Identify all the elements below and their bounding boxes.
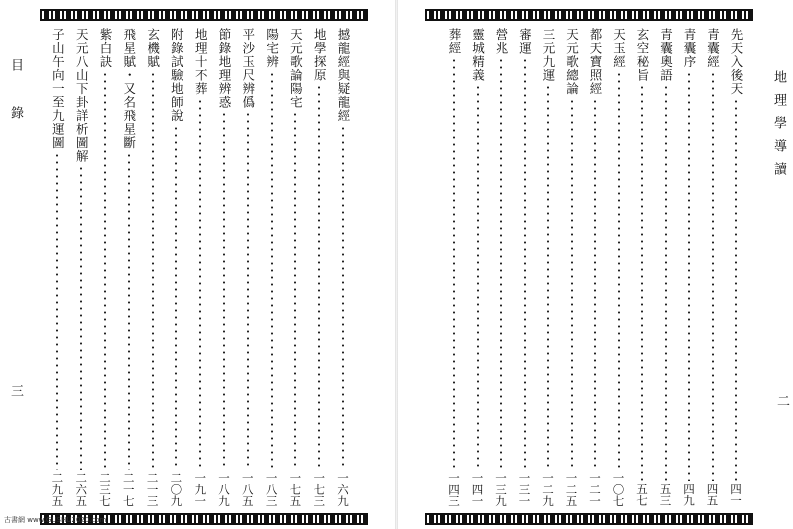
entry-page-number: 一〇七 [611,471,626,506]
leader-dots [547,84,549,470]
side-label: 地理學導讀 [771,70,786,185]
toc-entry [633,28,651,506]
leader-dots [342,125,344,470]
toc-entry [48,28,66,506]
leader-dots [223,111,225,470]
entry-title: 節錄地理辨惑 [217,28,232,109]
entry-page-number: 四九 [682,483,696,506]
entry-page-number: 一二五 [564,471,579,506]
entry-title: 三元九運 [541,28,556,82]
leader-dots [665,84,667,481]
leader-dots [712,71,714,482]
toc-entry [263,28,281,506]
leader-dots [80,165,82,470]
entry-title: 飛星賦・又名飛星斷 [121,28,137,150]
entry-title: 地理十不葬 [193,28,209,96]
entry-title: 平沙玉尺辨僞 [240,28,256,109]
entry-title: 天元歌論陽宅 [288,28,304,109]
entry-title: 天玉經 [611,28,627,69]
entry-title: 子山午向一至九運圖 [50,28,66,150]
entry-title: 靈城精義 [470,28,486,82]
toc-entry [469,28,487,506]
left-page [0,0,396,529]
entry-page-number: 一六九 [336,471,350,506]
entry-title: 葬經 [447,28,462,55]
toc-entry [310,28,328,506]
leader-dots [500,57,502,470]
leader-dots [271,71,273,470]
entry-page-number: 一四三 [447,471,461,506]
leader-dots [735,98,737,482]
toc-entry [727,28,745,506]
watermark: 古書網 www.GUSHU2020.com [4,516,107,524]
toc-entry [492,28,510,506]
entry-page-number: 一二九 [541,471,555,506]
leader-dots [152,71,154,470]
leader-dots [594,98,596,470]
toc-entry [191,28,209,506]
bottom-border [425,513,753,525]
entry-page-number: 四一 [729,483,743,506]
toc-entry [215,28,233,506]
entry-page-number: 一七五 [288,471,303,506]
leader-dots [56,152,58,470]
entry-title: 地學探原 [312,28,328,82]
entry-title: 青囊經 [705,28,721,69]
toc-entry [445,28,463,506]
entry-page-number: 四五 [705,483,720,506]
entry-title: 陽宅辨 [264,28,280,69]
toc-entry [286,28,304,506]
leader-dots [453,57,455,470]
toc-entry [167,28,185,506]
entry-page-number: 一九一 [193,471,208,506]
toc-entry [516,28,534,506]
toc-entry [586,28,604,506]
entry-page-number: 二三七 [98,471,112,506]
top-border [425,9,753,21]
entry-title: 先天入後天 [729,28,744,96]
entry-page-number: 一四一 [470,471,485,506]
toc-entry [334,28,352,506]
leader-dots [524,57,526,470]
toc-entry [144,28,162,506]
entry-title: 青囊序 [682,28,697,69]
leader-dots [477,84,479,470]
entry-title: 附錄試驗地師說 [169,28,185,123]
entry-title: 審運 [517,28,533,55]
toc-entry [563,28,581,506]
entry-page-number: 二一七 [121,471,136,506]
leader-dots [688,71,690,482]
page-number: 二 [774,394,789,407]
entry-page-number: 一二一 [588,471,602,506]
entry-title: 青囊奧語 [658,28,674,82]
toc-entry [539,28,557,506]
toc-entry [239,28,257,506]
entry-title: 都天寶照經 [588,28,603,96]
entry-page-number: 五三 [658,483,673,506]
leader-dots [641,84,643,481]
toc-entry [72,28,90,506]
leader-dots [294,111,296,470]
leader-dots [318,84,320,470]
leader-dots [175,125,177,470]
side-label: 目 錄 [8,58,23,129]
leader-dots [104,71,106,470]
leader-dots [571,98,573,470]
entry-page-number: 一七三 [312,471,327,506]
leader-dots [247,111,249,470]
entry-page-number: 一八九 [217,471,231,506]
toc-entry [120,28,138,506]
toc-entry [704,28,722,506]
entry-title: 玄空秘旨 [635,28,650,82]
toc-entry [96,28,114,506]
entry-title: 天元八山下卦詳析圖解 [74,28,90,163]
entry-title: 紫白訣 [98,28,113,69]
toc-entry [657,28,675,506]
entry-page-number: 二六五 [74,471,89,506]
leader-dots [128,152,130,470]
entry-title: 撼龍經與疑龍經 [336,28,351,123]
entry-page-number: 二一三 [145,471,160,506]
entry-page-number: 五七 [635,483,649,506]
entry-page-number: 一三一 [517,471,532,506]
leader-dots [199,98,201,470]
entry-title: 玄機賦 [145,28,161,69]
entry-title: 營兆 [494,28,509,55]
entry-title: 天元歌總論 [564,28,580,96]
page-number: 三 [8,384,23,397]
entry-page-number: 一八三 [264,471,279,506]
entry-page-number: 二九五 [50,471,65,506]
entry-page-number: 二〇九 [169,471,184,506]
top-border [40,9,368,21]
entry-page-number: 一八五 [240,471,255,506]
toc-entry [680,28,698,506]
leader-dots [618,71,620,470]
toc-entry [610,28,628,506]
entry-page-number: 一三九 [494,471,508,506]
right-page [397,0,793,529]
